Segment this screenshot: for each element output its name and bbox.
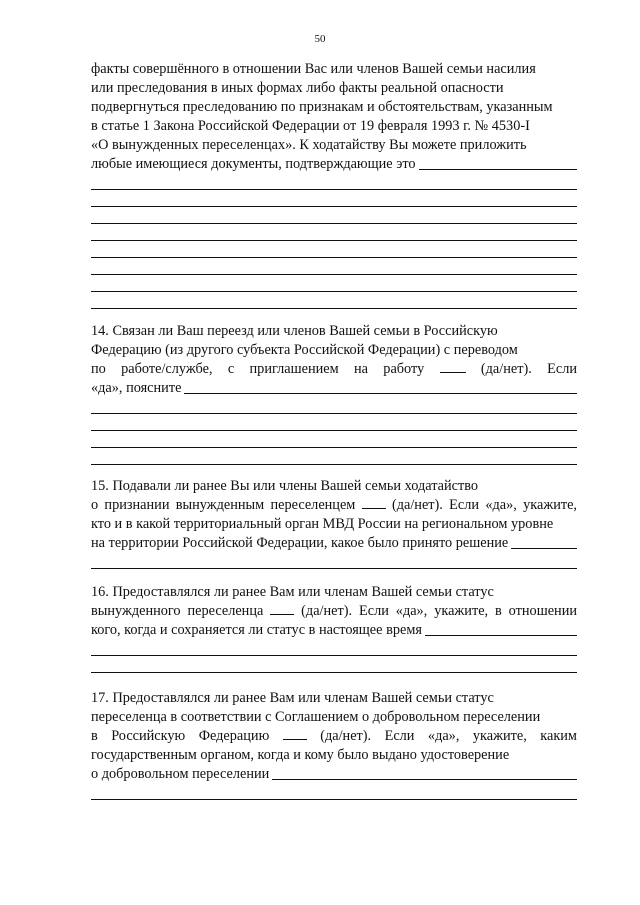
text-line [91,360,577,379]
text-line [91,602,577,621]
certificate-field-line[interactable] [91,765,577,784]
decision-field-line[interactable] [91,534,577,553]
text-line: государственным органом, когда и кому было выдано удостоверение [91,747,510,763]
answer-lines [91,568,577,569]
text-line: 14. Связан ли Ваш переезд или членов Вашей семьи в Российскую [91,323,498,339]
answer-line[interactable] [91,447,577,448]
page-number: 50 [314,33,326,45]
text-line: «О вынужденных переселенцах». К ходатайству Вы можете приложить [91,137,527,153]
answer-line[interactable] [91,464,577,465]
yes-no-blank[interactable] [362,496,386,509]
answer-line[interactable] [91,206,577,207]
yes-no-blank[interactable] [440,360,466,373]
question-15 [91,477,577,569]
answer-lines [91,655,577,673]
text-line: 16. Предоставлялся ли ранее Вам или членам Вашей семьи статус [91,584,494,600]
answer-blank[interactable] [184,393,577,394]
answer-lines [91,799,577,800]
text-line: 17. Предоставлялся ли ранее Вам или членам Вашей семьи статус [91,690,494,706]
answer-line[interactable] [91,308,577,309]
yes-no-blank[interactable] [270,602,294,615]
text-line: переселенца в соответствии с Соглашением о добровольном переселении [91,709,541,725]
question-17 [91,689,577,800]
answer-line[interactable] [91,223,577,224]
answer-line[interactable] [91,291,577,292]
answer-blank[interactable] [425,635,577,636]
text-fragment: (да/нет). Если «да», укажите, каким [320,728,577,744]
text-line: подвергнуться преследованию по признакам и обстоятельствам, указанным [91,99,553,115]
status-field-line[interactable] [91,621,577,640]
answer-lines [91,189,577,309]
text-line: в статье 1 Закона Российской Федерации от 19 февраля 1993 г. № 4530-I [91,118,530,134]
answer-line[interactable] [91,240,577,241]
text-line: кого, когда и сохраняется ли статус в настоящее время [91,622,422,638]
form-content [91,60,577,800]
text-fragment: вынужденного переселенца [91,603,264,619]
text-fragment: в Российскую Федерацию [91,728,270,744]
answer-line[interactable] [91,189,577,190]
section-13-continuation [91,60,577,309]
explain-field-line[interactable] [91,379,577,398]
question-14 [91,322,577,465]
text-fragment: (да/нет). Если «да», укажите, в отношении [301,603,577,619]
text-fragment: о признании вынужденным переселенцем [91,497,356,513]
documents-field-line[interactable] [91,155,577,174]
answer-line[interactable] [91,655,577,656]
text-line: кто и в какой территориальный орган МВД России на региональном уровне [91,516,554,532]
text-line [91,727,577,746]
text-fragment: (да/нет). Если «да», укажите, [391,497,578,513]
text-line [91,496,577,515]
text-line: о добровольном переселении [91,766,270,782]
text-fragment: по работе/службе, с приглашением на работу [91,361,425,377]
text-line: «да», поясните [91,380,182,396]
answer-line[interactable] [91,799,577,800]
answer-blank[interactable] [419,169,577,170]
text-line: или преследования в иных формах либо факты реальной опасности [91,80,504,96]
text-line: любые имеющиеся документы, подтверждающие это [91,156,416,172]
answer-line[interactable] [91,672,577,673]
text-line: Федерацию (из другого субъекта Российской Федерации) с переводом [91,342,518,358]
yes-no-blank[interactable] [283,727,307,740]
text-line: факты совершённого в отношении Вас или членов Вашей семьи насилия [91,61,536,77]
answer-line[interactable] [91,430,577,431]
question-16 [91,583,577,673]
text-line: на территории Российской Федерации, какое было принято решение [91,535,509,551]
text-line: 15. Подавали ли ранее Вы или члены Вашей семьи ходатайство [91,478,479,494]
answer-blank[interactable] [272,779,577,780]
answer-line[interactable] [91,568,577,569]
answer-line[interactable] [91,274,577,275]
answer-lines [91,413,577,465]
answer-line[interactable] [91,413,577,414]
answer-blank[interactable] [511,548,577,549]
answer-line[interactable] [91,257,577,258]
text-fragment: (да/нет). Если [480,361,578,377]
